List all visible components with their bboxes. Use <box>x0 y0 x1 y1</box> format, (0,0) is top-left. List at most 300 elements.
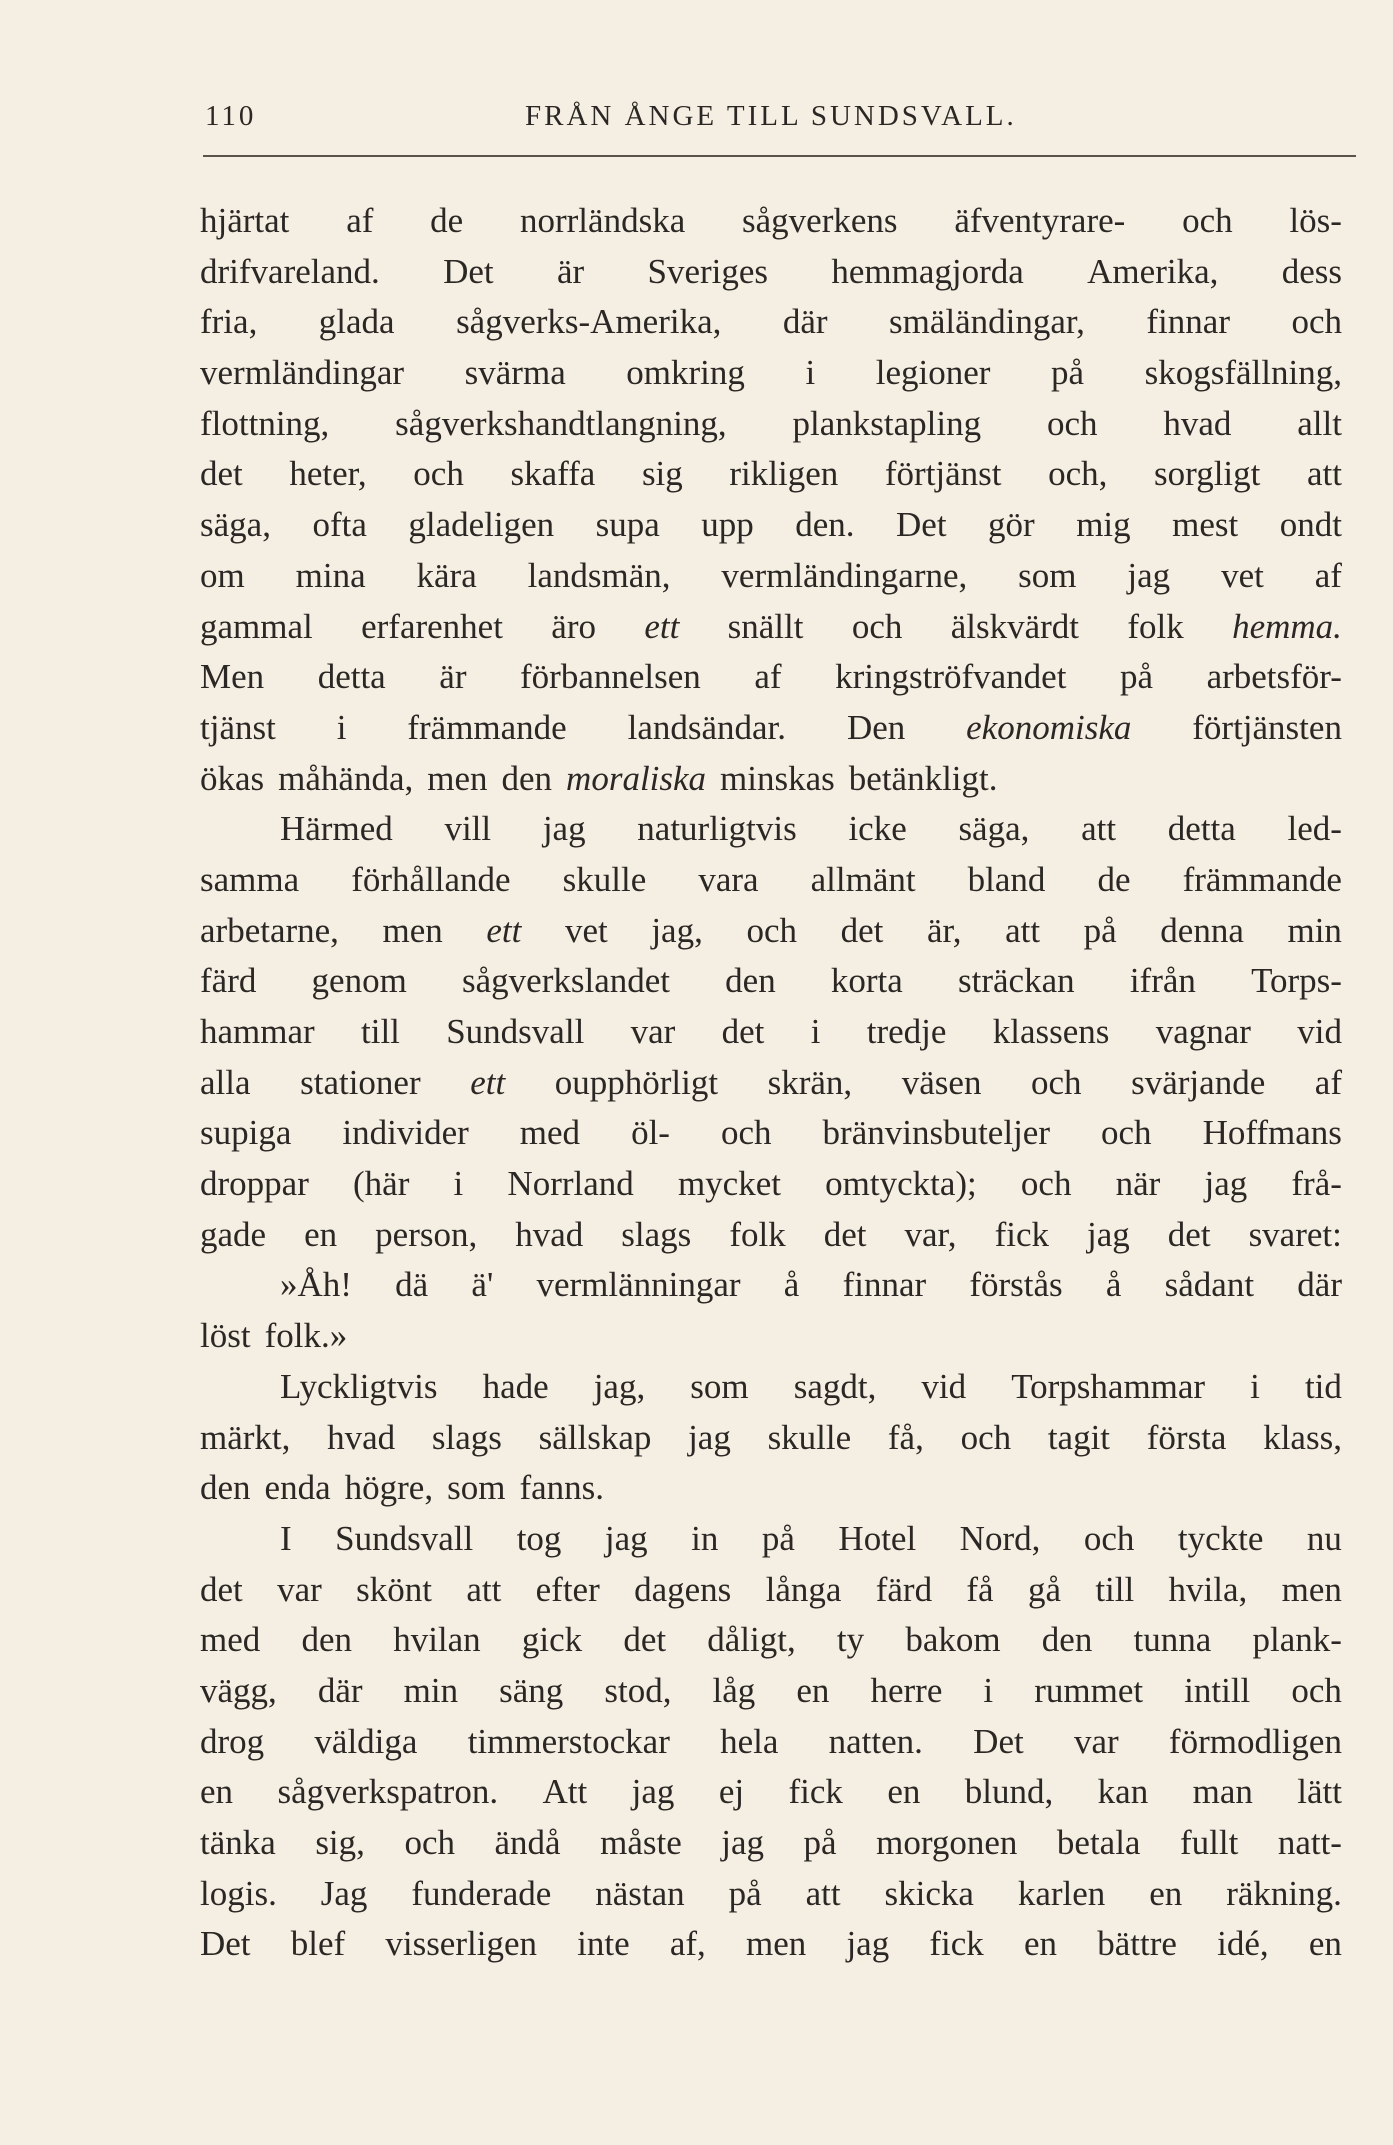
word: alla <box>200 1062 251 1102</box>
word: en <box>200 1772 234 1812</box>
word: morgonen <box>876 1823 1018 1862</box>
word: Nord, <box>959 1518 1041 1558</box>
word: öl- <box>631 1113 670 1153</box>
word: Sundsvall <box>446 1012 585 1051</box>
word: snällt <box>727 606 804 646</box>
word: efter <box>535 1569 600 1609</box>
word: vill <box>444 809 492 849</box>
word: allmänt <box>810 859 916 899</box>
word: Amerika, <box>1087 251 1219 291</box>
word: drog <box>200 1721 265 1761</box>
word: det <box>623 1620 667 1660</box>
word: heter, <box>289 454 367 494</box>
word: Torpshammar <box>1011 1366 1206 1406</box>
word: intill <box>1184 1670 1251 1710</box>
word: hemmagjorda <box>831 251 1024 291</box>
word: sagdt, <box>793 1366 877 1406</box>
word: färd <box>875 1569 933 1609</box>
word: Härmed <box>280 809 393 849</box>
word: lätt <box>1297 1772 1342 1812</box>
word: färd <box>200 961 257 1001</box>
word: men <box>382 910 443 950</box>
word: kringströfvandet <box>835 657 1067 697</box>
word: hvad <box>1163 403 1232 443</box>
word: gladeligen <box>408 505 555 545</box>
word: supa <box>595 505 660 545</box>
text-line <box>200 500 1342 551</box>
word: älskvärdt <box>950 606 1080 646</box>
word: den <box>1041 1620 1093 1660</box>
word: fick <box>994 1214 1049 1254</box>
word: vermländingar <box>200 353 405 393</box>
text-line <box>200 1108 1342 1159</box>
word: förmodligen <box>1168 1721 1342 1761</box>
word: på <box>728 1873 762 1913</box>
word: en <box>1149 1873 1183 1913</box>
word: skulle <box>767 1417 852 1457</box>
word: blef <box>290 1924 346 1964</box>
word: min <box>403 1670 459 1710</box>
word: person, <box>375 1214 478 1254</box>
word: arbetsför- <box>1206 657 1342 697</box>
word: min <box>1287 910 1342 950</box>
word: en <box>1024 1924 1058 1964</box>
word: folk <box>1127 606 1184 646</box>
word: låg <box>712 1670 756 1710</box>
word: af <box>346 201 374 240</box>
text-line <box>200 1362 1342 1413</box>
word: smäländingar, <box>889 302 1085 342</box>
word: kära <box>416 555 477 595</box>
word: betala <box>1056 1823 1141 1862</box>
word: fick <box>788 1772 843 1812</box>
word: korta <box>830 961 903 1001</box>
word: natt- <box>1277 1823 1342 1862</box>
word: ofta <box>312 505 367 545</box>
word: slags <box>621 1214 692 1254</box>
word: med <box>519 1113 581 1153</box>
word: vermlänningar <box>536 1265 741 1305</box>
word: naturligtvis <box>637 809 797 849</box>
word: rikligen <box>729 454 839 494</box>
word: betänkligt. <box>848 758 998 798</box>
word: fria, <box>200 302 258 342</box>
word: bränvinsbuteljer <box>822 1113 1050 1153</box>
word: nästan <box>595 1873 685 1913</box>
word: på <box>803 1823 837 1862</box>
word: det <box>200 1569 243 1609</box>
word: där <box>782 302 828 342</box>
word: glada <box>318 302 395 342</box>
word: den. <box>795 505 855 545</box>
word: det <box>840 910 884 950</box>
word: jag <box>604 1518 648 1558</box>
word: jag, <box>593 1366 646 1406</box>
word: lös- <box>1289 201 1342 240</box>
text-line <box>200 602 1342 653</box>
word: »Åh! <box>280 1265 352 1305</box>
word: förhållande <box>351 859 511 899</box>
word: den <box>200 1468 251 1508</box>
word: mest <box>1172 505 1239 545</box>
word: Men <box>200 657 265 697</box>
word: Norrland <box>507 1164 634 1204</box>
word: gammal <box>200 606 313 646</box>
word: tyckte <box>1177 1518 1264 1558</box>
word: idé, <box>1217 1924 1269 1964</box>
word: klass, <box>1263 1417 1342 1457</box>
word: de <box>1097 859 1131 899</box>
word: minskas <box>720 758 835 798</box>
word: att <box>466 1569 502 1609</box>
word: äro <box>551 606 596 646</box>
word: bakom <box>905 1620 1001 1660</box>
word: fanns. <box>519 1468 604 1508</box>
word: ett <box>486 910 522 950</box>
word: stod, <box>604 1670 672 1710</box>
word: visserligen <box>385 1924 537 1964</box>
word: sågverkens <box>742 201 898 240</box>
word: icke <box>848 809 907 849</box>
word: tredje <box>866 1012 947 1051</box>
word: var <box>1073 1721 1119 1761</box>
word: bättre <box>1097 1924 1177 1964</box>
word: tunna <box>1133 1620 1212 1660</box>
word: sådant <box>1164 1265 1255 1305</box>
body-text <box>200 196 1342 1970</box>
word: Torps- <box>1251 961 1342 1001</box>
word: timmerstockar <box>467 1721 670 1761</box>
word: af <box>1314 1062 1342 1102</box>
text-line <box>200 551 1342 602</box>
word: var <box>630 1012 676 1051</box>
word: (här <box>353 1164 410 1204</box>
word: af <box>754 657 782 697</box>
word: norrländska <box>520 201 686 240</box>
word: legioner <box>875 353 991 393</box>
word: å <box>1105 1265 1122 1305</box>
text-line <box>200 348 1342 399</box>
word: i <box>805 353 816 393</box>
word: i <box>1250 1366 1260 1406</box>
word: är <box>439 657 467 697</box>
word: moraliska <box>566 758 707 798</box>
word: tjänst <box>200 707 276 747</box>
word: vermländingarne, <box>721 555 968 595</box>
word: enda <box>264 1468 331 1508</box>
word: tog <box>516 1518 562 1558</box>
word: få <box>966 1569 994 1609</box>
word: är, <box>926 910 962 950</box>
text-line <box>200 652 1342 703</box>
word: omkring <box>626 353 745 393</box>
word: ökas <box>200 758 265 798</box>
word: ifrån <box>1129 961 1196 1001</box>
word: fullt <box>1179 1823 1239 1862</box>
word: det <box>721 1012 765 1051</box>
word: förbannelsen <box>520 657 701 697</box>
word: och <box>1101 1113 1152 1153</box>
word: skulle <box>562 859 647 899</box>
word: vet <box>1221 555 1264 595</box>
word: detta <box>317 657 386 697</box>
word: högre, <box>344 1468 434 1508</box>
word: säga, <box>200 505 271 545</box>
word: omtyckta); <box>825 1164 977 1204</box>
word: allt <box>1297 403 1342 443</box>
word: Det <box>973 1721 1024 1761</box>
word: jag <box>1127 555 1171 595</box>
running-title: FRÅN ÅNGE TILL SUNDSVALL. <box>525 100 1017 132</box>
text-line <box>200 1159 1342 1210</box>
word: hvila, <box>1168 1569 1248 1609</box>
text-line <box>200 1767 1342 1818</box>
word: jag <box>721 1823 765 1862</box>
word: hjärtat <box>200 201 290 240</box>
word: Jag <box>320 1873 368 1913</box>
word: plank- <box>1252 1620 1342 1660</box>
text-line <box>200 449 1342 500</box>
text-line <box>200 1058 1342 1109</box>
word: i <box>336 707 347 747</box>
word: tid <box>1304 1366 1342 1406</box>
word: nu <box>1306 1518 1342 1558</box>
word: och <box>851 606 903 646</box>
text-line <box>200 804 1342 855</box>
word: I <box>280 1518 292 1558</box>
word: och, <box>1048 454 1108 494</box>
word: om <box>200 555 245 595</box>
word: sågverks-Amerika, <box>456 302 722 342</box>
word: folk <box>729 1214 786 1254</box>
word: oupphörligt <box>554 1062 719 1102</box>
word: landsmän, <box>527 555 671 595</box>
text-line <box>200 1413 1342 1464</box>
word: dagens <box>634 1569 732 1609</box>
word: främmande <box>407 707 567 747</box>
word: en <box>1308 1924 1342 1964</box>
word: Sundsvall <box>335 1518 474 1558</box>
word: gade <box>200 1214 267 1254</box>
word: att <box>1306 454 1342 494</box>
text-line <box>200 1818 1342 1869</box>
text-line <box>200 1007 1342 1058</box>
word: skicka <box>884 1873 974 1913</box>
word: Lyckligtvis <box>280 1366 438 1406</box>
word: måste <box>600 1823 682 1862</box>
word: logis. <box>200 1873 277 1913</box>
word: jag <box>631 1772 675 1812</box>
word: plankstapling <box>792 403 982 443</box>
text-line <box>200 399 1342 450</box>
word: sträckan <box>958 961 1075 1001</box>
word: sågverkslandet <box>462 961 670 1001</box>
header-rule <box>203 155 1356 157</box>
text-line <box>200 1210 1342 1261</box>
word: få, <box>887 1417 924 1457</box>
word: skaffa <box>510 454 596 494</box>
word: Den <box>846 707 906 747</box>
word: ä' <box>471 1265 494 1305</box>
word: Hoffmans <box>1202 1113 1342 1153</box>
text-line <box>200 1311 1342 1362</box>
word: led- <box>1287 809 1342 849</box>
word: men <box>1281 1569 1342 1609</box>
word: säng <box>499 1670 564 1710</box>
word: inte <box>577 1924 630 1964</box>
word: och <box>720 1113 772 1153</box>
text-line <box>200 754 1342 805</box>
word: slags <box>431 1417 502 1457</box>
word: som <box>1018 555 1077 595</box>
word: Sveriges <box>647 251 769 291</box>
word: som <box>447 1468 506 1508</box>
word: herre <box>870 1670 943 1710</box>
word: rummet <box>1034 1670 1144 1710</box>
word: supiga <box>200 1113 292 1153</box>
word: den <box>725 961 776 1001</box>
text-line <box>200 1717 1342 1768</box>
word: ty <box>836 1620 865 1660</box>
word: tänka <box>200 1823 276 1862</box>
text-line <box>200 1260 1342 1311</box>
word: flottning, <box>200 403 330 443</box>
word: i <box>453 1164 464 1204</box>
word: detta <box>1167 809 1236 849</box>
word: man <box>1192 1772 1253 1812</box>
word: genom <box>311 961 407 1001</box>
word: i <box>810 1012 821 1051</box>
word: som <box>690 1366 749 1406</box>
word: förstås <box>969 1265 1063 1305</box>
word: ekonomiska <box>966 707 1132 747</box>
word: bland <box>967 859 1046 899</box>
text-line <box>200 906 1342 957</box>
word: ändå <box>494 1823 561 1862</box>
word: å <box>783 1265 800 1305</box>
text-line <box>200 1514 1342 1565</box>
word: sällskap <box>538 1417 652 1457</box>
word: dåligt, <box>707 1620 796 1660</box>
word: hvad <box>327 1417 396 1457</box>
text-line <box>200 1869 1342 1920</box>
word: och <box>1291 1670 1342 1710</box>
word: denna <box>1160 910 1244 950</box>
word: landsändar. <box>627 707 787 747</box>
word: första <box>1146 1417 1227 1457</box>
page-number: 110 <box>205 100 257 132</box>
word: ett <box>644 606 680 646</box>
word: sig, <box>315 1823 365 1862</box>
word: och <box>1083 1518 1135 1558</box>
word: en <box>796 1670 830 1710</box>
word: att <box>1005 910 1041 950</box>
word: sig <box>641 454 683 494</box>
word: det <box>200 454 243 494</box>
word: sorgligt <box>1154 454 1261 494</box>
word: hade <box>482 1366 549 1406</box>
word: äfventyrare- <box>954 201 1126 240</box>
word: dä <box>395 1265 429 1305</box>
word: gick <box>521 1620 583 1660</box>
word: säga, <box>958 809 1030 849</box>
word: på <box>1119 657 1154 697</box>
word: jag, <box>651 910 703 950</box>
text-line <box>200 703 1342 754</box>
word: skönt <box>356 1569 432 1609</box>
word: och <box>960 1417 1012 1457</box>
word: jag <box>1204 1164 1248 1204</box>
word: till <box>1095 1569 1135 1609</box>
word: långa <box>765 1569 842 1609</box>
text-line <box>200 1666 1342 1717</box>
word: måhända, <box>278 758 414 798</box>
word: när <box>1115 1164 1161 1204</box>
word: de <box>430 201 464 240</box>
word: och <box>404 1823 455 1862</box>
word: svärjande <box>1131 1062 1266 1102</box>
word: droppar <box>200 1164 309 1204</box>
word: natten. <box>828 1721 923 1761</box>
word: skrän, <box>767 1062 853 1102</box>
word: Att <box>542 1772 588 1812</box>
word: folk.» <box>264 1316 348 1356</box>
text-line <box>200 1565 1342 1616</box>
word: ondt <box>1279 505 1342 545</box>
word: vet <box>564 910 608 950</box>
word: finnar <box>842 1265 927 1305</box>
word: hela <box>720 1721 779 1761</box>
word: arbetarne, <box>200 910 339 950</box>
word: hvilan <box>393 1620 481 1660</box>
word: hammar <box>200 1012 315 1051</box>
word: främmande <box>1182 859 1342 899</box>
word: där <box>1297 1265 1342 1305</box>
word: Det <box>443 251 494 291</box>
word: och <box>1291 302 1342 342</box>
word: till <box>361 1012 400 1051</box>
word: var <box>277 1569 322 1609</box>
word: på <box>1083 910 1117 950</box>
word: en <box>304 1214 338 1254</box>
word: den <box>301 1620 352 1660</box>
word: fick <box>929 1924 984 1964</box>
word: drifvareland. <box>200 251 380 291</box>
word: klassens <box>992 1012 1110 1051</box>
word: af <box>1314 555 1342 595</box>
word: jag <box>542 809 586 849</box>
word: in <box>691 1518 719 1558</box>
word: gå <box>1027 1569 1061 1609</box>
word: vid <box>1297 1012 1342 1051</box>
word: Det <box>896 505 947 545</box>
word: en <box>887 1772 921 1812</box>
word: och <box>413 454 464 494</box>
word: och <box>746 910 797 950</box>
word: karlen <box>1017 1873 1106 1913</box>
word: räkning. <box>1226 1873 1342 1913</box>
word: där <box>317 1670 363 1710</box>
word: och <box>1182 201 1233 240</box>
word: dess <box>1281 251 1342 291</box>
word: finnar <box>1146 302 1230 342</box>
word: af, <box>669 1924 706 1964</box>
word: samma <box>200 859 300 899</box>
word: tagit <box>1047 1417 1111 1457</box>
word: svärma <box>464 353 566 393</box>
word: hvad <box>515 1214 584 1254</box>
word: Det <box>200 1924 251 1964</box>
